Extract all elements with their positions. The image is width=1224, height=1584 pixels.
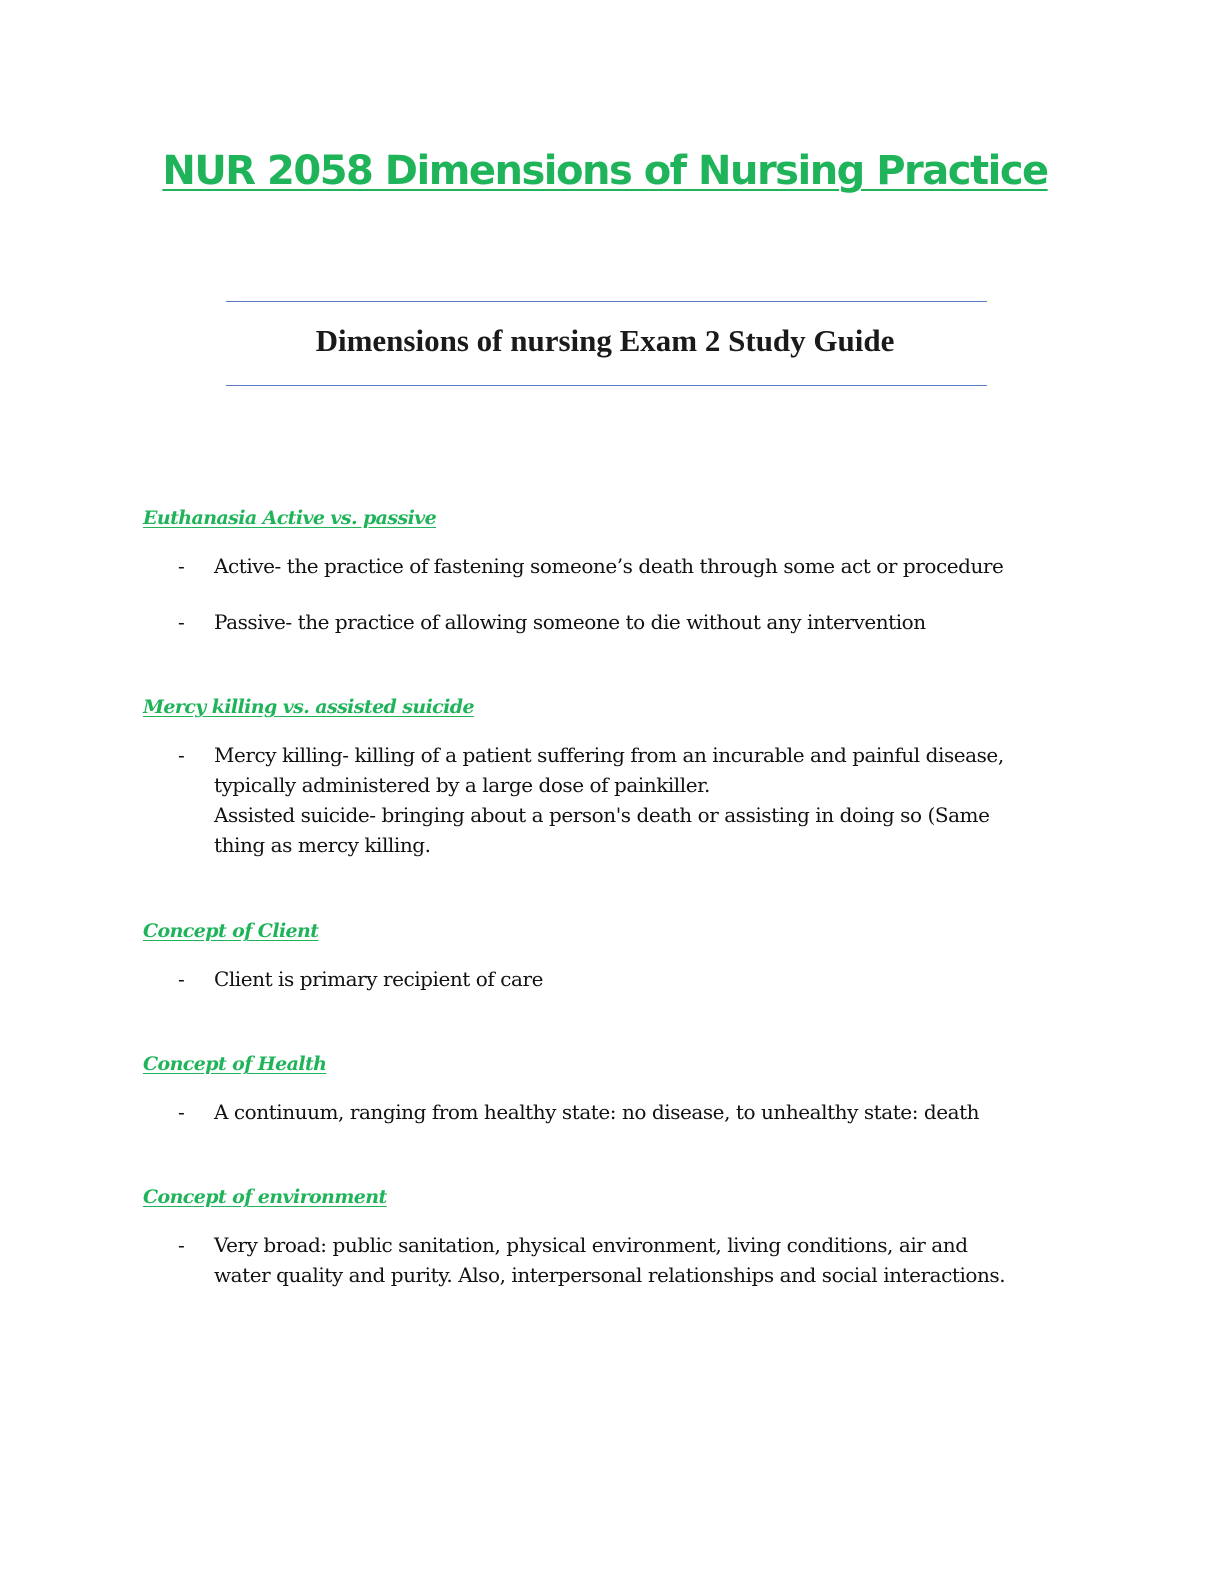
- bullet-item-health: [178, 1097, 1058, 1127]
- bullet-text: [214, 1230, 1058, 1290]
- bullet-item-client: [178, 964, 1058, 994]
- bullet-line: A continuum, ranging from healthy state: no disease, to unhealthy state: death: [214, 1100, 980, 1124]
- section-heading-mercy-killing: Mercy killing vs. assisted suicide: [143, 696, 474, 718]
- section-heading-concept-of-health: Concept of Health: [143, 1053, 327, 1075]
- subtitle-bottom-rule: [226, 385, 987, 386]
- section-heading-concept-of-environment: Concept of environment: [143, 1186, 387, 1208]
- bullet-item-passive: [178, 607, 1058, 637]
- bullet-line: Assisted suicide- bringing about a person's death or assisting in doing so (Same: [214, 803, 990, 827]
- bullet-line: thing as mercy killing.: [214, 833, 431, 857]
- section-heading-euthanasia: Euthanasia Active vs. passive: [143, 507, 437, 529]
- bullet-dash: -: [178, 1100, 185, 1124]
- bullet-line: water quality and purity. Also, interpersonal relationships and social interactions.: [214, 1263, 1006, 1287]
- bullet-dash: -: [178, 1233, 185, 1257]
- bullet-text: [214, 551, 1058, 581]
- bullet-line: Passive- the practice of allowing someone to die without any intervention: [214, 610, 926, 634]
- bullet-item-mercy-killing: [178, 740, 1058, 860]
- bullet-dash: -: [178, 967, 185, 991]
- page-title: NUR 2058 Dimensions of Nursing Practice: [162, 148, 1048, 194]
- bullet-line: Mercy killing- killing of a patient suffering from an incurable and painful disease,: [214, 743, 1004, 767]
- bullet-dash: -: [178, 743, 185, 767]
- bullet-text: [214, 607, 1058, 637]
- bullet-text: [214, 1097, 1058, 1127]
- bullet-dash: -: [178, 610, 185, 634]
- bullet-line: typically administered by a large dose of painkiller.: [214, 773, 710, 797]
- subtitle-top-rule: [226, 301, 987, 302]
- bullet-text: [214, 740, 1058, 860]
- bullet-dash: -: [178, 554, 185, 578]
- bullet-item-environment: [178, 1230, 1058, 1290]
- page-subtitle: Dimensions of nursing Exam 2 Study Guide: [315, 323, 895, 358]
- section-heading-concept-of-client: Concept of Client: [143, 920, 319, 942]
- bullet-line: Client is primary recipient of care: [214, 967, 543, 991]
- bullet-text: [214, 964, 1058, 994]
- bullet-line: Very broad: public sanitation, physical environment, living conditions, air and: [214, 1233, 968, 1257]
- bullet-item-active: [178, 551, 1058, 581]
- bullet-line: Active- the practice of fastening someone’s death through some act or procedure: [214, 554, 1004, 578]
